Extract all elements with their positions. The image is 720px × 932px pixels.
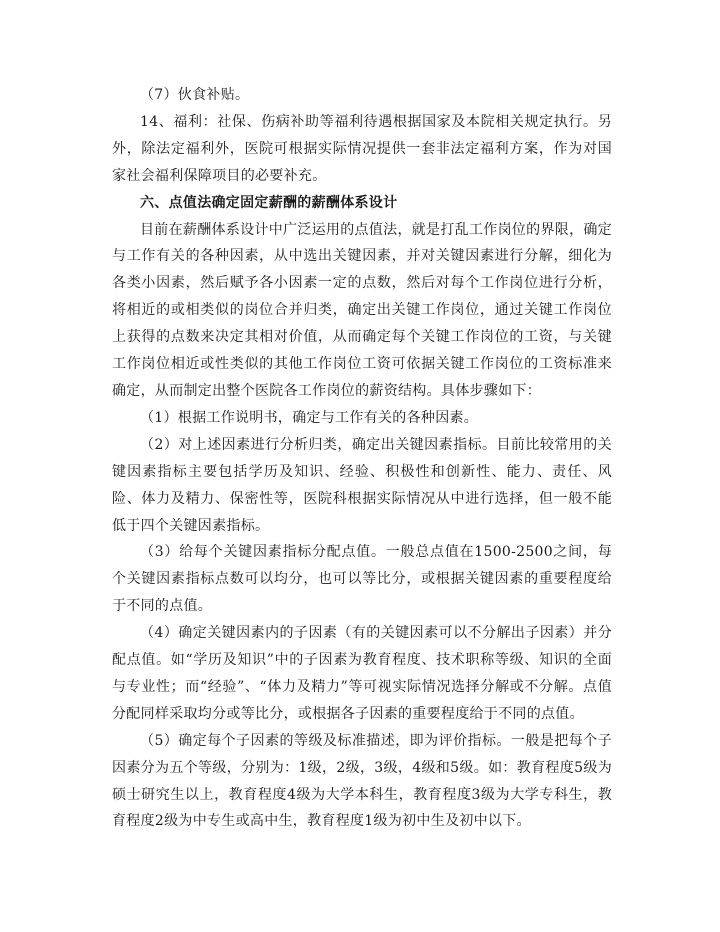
paragraph-step-3: （3）给每个关键因素指标分配点值。一般总点值在1500-2500之间，每个关键因素指标点数可以均分，也可以等比分，或根据关键因素的重要程度给于不同的点值。 <box>112 544 612 615</box>
paragraph-step-2: （2）对上述因素进行分析归类，确定出关键因素指标。目前比较常用的关键因素指标主要包括学历及知识、经验、积极性和创新性、能力、责任、风险、体力及精力、保密性等，医院科根据实际情况从中进行选择，但一般不能低于四个关键因素指标。 <box>112 436 612 534</box>
paragraph-step-1: （1）根据工作说明书，确定与工作有关的各种因素。 <box>140 409 479 426</box>
paragraph-point-method-intro: 目前在薪酬体系设计中广泛运用的点值法，就是打乱工作岗位的界限，确定与工作有关的各种因素，从中选出关键因素，并对关键因素进行分解，细化为各类小因素，然后赋予各小因素一定的点数，然后对每个工作岗位进行分析，将相近的或相类似的岗位合并归类，确定出关键工作岗位，通过关键工作岗位上获得的点数来决定其相对价值，从而确定每个关键工作岗位的工资，与关键工作岗位相近或性类似的其他工作岗位工资可依据关键工作岗位的工资标准来确定，从而制定出整个医院各工作岗位的薪资结构。具体步骤如下： <box>112 221 612 399</box>
section-heading: 六、点值法确定固定薪酬的薪酬体系设计 <box>140 194 398 211</box>
paragraph-step-4: （4）确定关键因素内的子因素（有的关键因素可以不分解出子因素）并分配点值。如“学历及知识”中的子因素为教育程度、技术职称等级、知识的全面与专业性；而“经验”、“体力及精力”等可视实际情况选择分解或不分解。点值分配同样采取均分或等比分，或根据各子因素的重要程度给于不同的点值。 <box>112 625 612 722</box>
paragraph-welfare: 14、福利：社保、伤病补助等福利待遇根据国家及本院相关规定执行。另外，除法定福利外，医院可根据实际情况提供一套非法定福利方案，作为对国家社会福利保障项目的必要补充。 <box>112 113 612 184</box>
paragraph-meal-allowance: （7）伙食补贴。 <box>140 87 250 103</box>
paragraph-step-5: （5）确定每个子因素的等级及标准描述，即为评价指标。一般是把每个子因素分为五个等级，分别为：1级，2级，3级，4级和5级。如：教育程度5级为硕士研究生以上，教育程度4级为大学本科生，教育程度3级为大学专科生，教育程度2级为中专生或高中生，教育程度1级为初中生及初中以下。 <box>112 732 612 830</box>
document-body <box>112 82 612 835</box>
